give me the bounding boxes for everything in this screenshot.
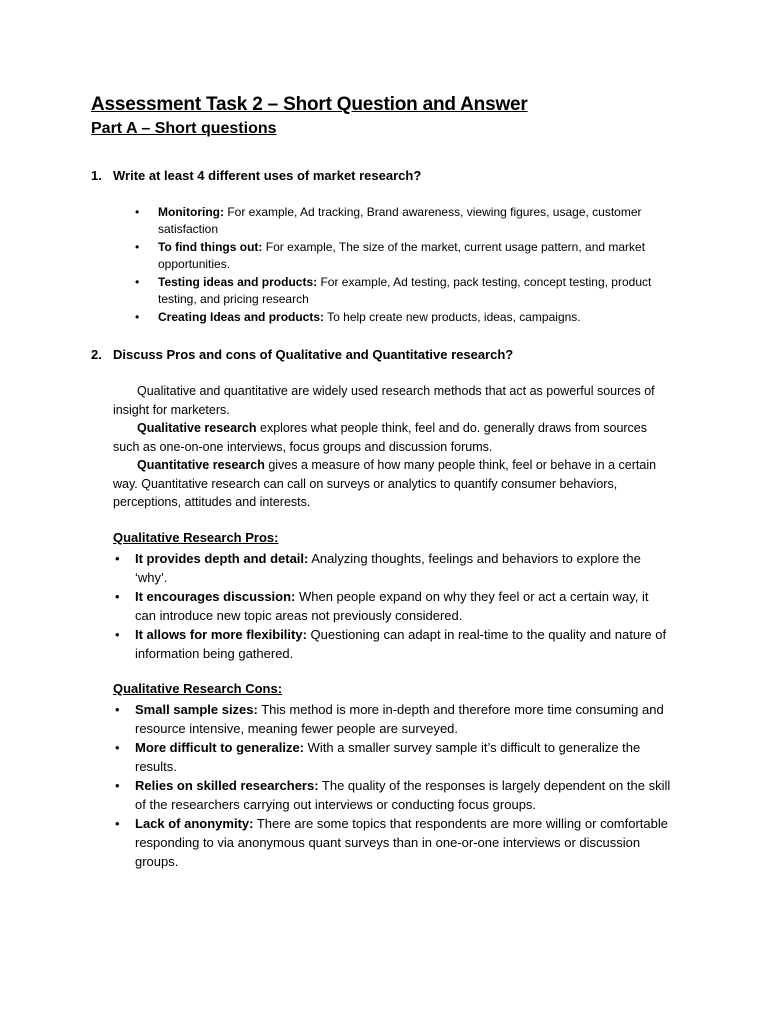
list-item <box>113 587 673 625</box>
item-text: There are some topics that respondents are more willing or comfortable responding to via anonymous quant surveys than in one-or-one interviews or discussion groups. <box>135 816 668 869</box>
question-1-text: Write at least 4 different uses of market research? <box>113 168 422 183</box>
paragraph-text: gives a measure of how many people think, feel or behave in a certain way. Quantitative research can call on surveys or analytics to quantify consumer behaviors, perceptions, attitudes and interests. <box>113 458 657 509</box>
list-item <box>131 239 691 273</box>
question-2-text: Discuss Pros and cons of Qualitative and Quantitative research? <box>113 347 514 362</box>
list-item <box>113 738 673 776</box>
item-text: The quality of the responses is largely dependent on the skill of the researchers carrying out interviews or conducting focus groups. <box>135 778 671 812</box>
item-label: Monitoring: <box>158 205 224 219</box>
item-text: With a smaller survey sample it’s difficult to generalize the results. <box>135 740 641 774</box>
intro-text <box>113 382 673 512</box>
paragraph-text: explores what people think, feel and do. generally draws from sources such as one-on-one interviews, focus groups and discussion forums. <box>113 421 648 454</box>
item-text: Questioning can adapt in real-time to the quality and nature of information being gathered. <box>135 627 667 661</box>
pros-list <box>113 549 673 663</box>
term-quantitative: Quantitative research <box>137 458 265 472</box>
item-label: It allows for more flexibility: <box>135 627 307 642</box>
item-label: Relies on skilled researchers: <box>135 778 319 793</box>
item-label: Lack of anonymity: <box>135 816 254 831</box>
cons-list <box>113 700 673 871</box>
intro-paragraph <box>113 456 673 512</box>
item-label: More difficult to generalize: <box>135 740 305 755</box>
list-item <box>113 625 673 663</box>
list-item <box>113 700 673 738</box>
item-text: For example, The size of the market, current usage pattern, and market opportunities. <box>158 240 646 271</box>
question-2-number: 2. <box>91 347 102 362</box>
item-text: For example, Ad testing, pack testing, concept testing, product testing, and pricing research <box>158 275 652 306</box>
question-2 <box>91 347 513 362</box>
item-label: Creating Ideas and products: <box>158 310 325 324</box>
pros-heading: Qualitative Research Pros: <box>113 530 279 545</box>
uses-list <box>131 204 691 327</box>
intro-paragraph: Qualitative and quantitative are widely used research methods that act as powerful sources of insight for marketers. <box>113 384 655 417</box>
item-label: Testing ideas and products: <box>158 275 318 289</box>
document-title: Assessment Task 2 – Short Question and Answer <box>91 94 528 115</box>
intro-paragraph <box>113 419 673 456</box>
list-item <box>131 274 691 308</box>
list-item <box>113 814 673 871</box>
item-label: It provides depth and detail: <box>135 551 309 566</box>
list-item <box>113 549 673 587</box>
cons-heading: Qualitative Research Cons: <box>113 681 283 696</box>
term-qualitative: Qualitative research <box>137 421 257 435</box>
item-label: It encourages discussion: <box>135 589 296 604</box>
question-1-number: 1. <box>91 168 102 183</box>
list-item <box>113 776 673 814</box>
question-1 <box>91 168 421 183</box>
list-item <box>131 204 691 238</box>
item-label: Small sample sizes: <box>135 702 258 717</box>
item-text: Analyzing thoughts, feelings and behaviors to explore the ‘why’. <box>135 551 641 585</box>
item-text: This method is more in-depth and therefore more time consuming and resource intensive, meaning fewer people are surveyed. <box>135 702 664 736</box>
list-item <box>131 309 691 326</box>
item-text: To help create new products, ideas, campaigns. <box>324 310 581 324</box>
item-text: For example, Ad tracking, Brand awareness, viewing figures, usage, customer satisfaction <box>158 205 642 236</box>
part-a-heading: Part A – Short questions <box>91 120 277 137</box>
item-text: When people expand on why they feel or act a certain way, it can introduce new topic areas not previously considered. <box>135 589 649 623</box>
item-label: To find things out: <box>158 240 263 254</box>
